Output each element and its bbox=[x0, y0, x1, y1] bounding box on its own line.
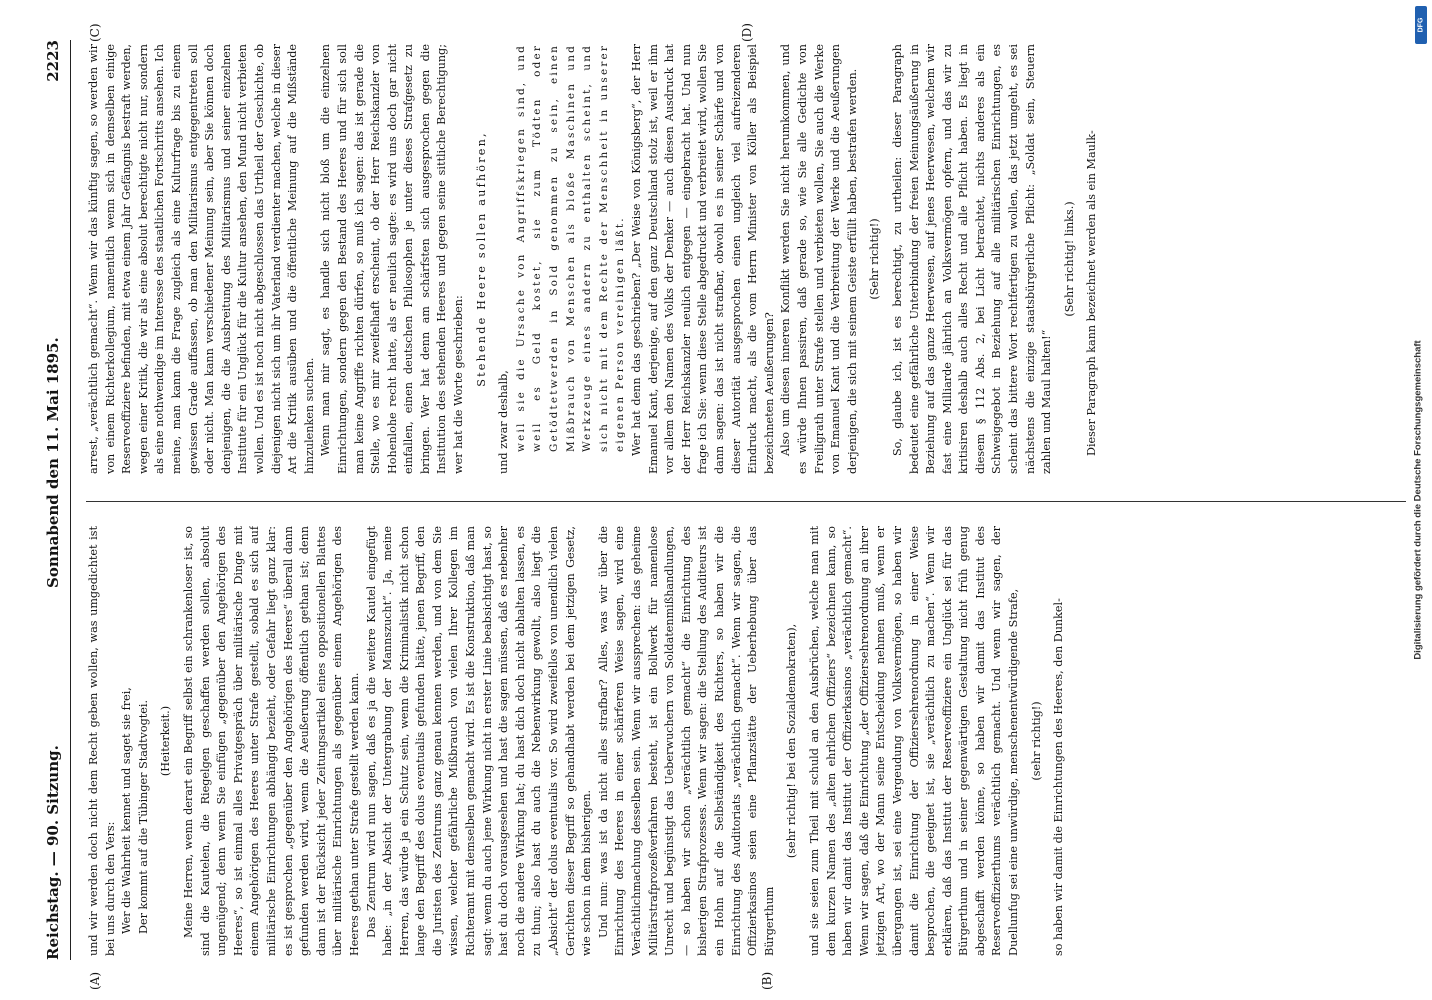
header-session: Reichstag. — 90. Sitzung. bbox=[44, 745, 62, 960]
paragraph: Meine Herren, wenn derart ein Begriff selbst ein schrankenloser ist, so sind die Kautelen, die Riegelgen geschaffen werden sollen, absolut ungenügend; denn wenn Sie einfügen „gegenüber den Angehörigen des Heeres“, so ist einmal alles Privatgespräch über militärische Dinge mit einem Angehörigen des Heeres unter Strafe gestellt, sobald es sich auf militärische Einrichtungen abhängig bezieht, oder Gefahr liegt ganz klar: es ist gesprochen „gegenüber den Angehörigen des Heeres“ überall dann gefunden werden wird, wenn die Aeußerung öffentlich gethan ist; denn dann ist der Rücksicht jeder Zeitungsartikel eines oppositionellen Blattes über militärische Einrichtungen als gegenüber einem Angehörigen des Heeres gethan unter Strafe gestellt werden kann. bbox=[181, 526, 361, 956]
quoted-line: Stehende Heere sollen aufhören, bbox=[474, 131, 488, 387]
header-date: Sonnabend den 11. Mai 1895. bbox=[44, 337, 62, 588]
paragraph: Das Zentrum wird nun sagen, daß es ja die weitere Kautel eingefügt habe: „in der Absicht der Untergrabung der Mannszucht“. Ja, meine Herren, das würde ja ein Schutz sein, wenn die Kriminalistik nicht schon lange den Begriff des dolus eventualis gefunden hätte, jenen Begriff, den die Juristen des Zentrums ganz genau kennen werden, und von dem Sie wissen, welcher gefährliche Mißbrauch von vielen Ihrer Kollegen im Richteramt mit demselben gemacht wird. Es ist die Konstruktion, daß man sagt: wenn du auch jene Wirkung nicht in erster Linie beabsichtigt hast, so hast du doch vorausgesehen und hast die sagen müssen, daß es nebenher noch die andere Wirkung hat; du hast dich doch nicht abhalten lassen, es zu thun; also hast du auch die Nebenwirkung gewollt, also liegt die „Absicht“ der dolus eventualis vor. So wird zweifellos von unendlich vielen Gerichten dieser Begriff so gehandhabt werden bei dem jetzigen Gesetz, wie schon in dem bisherigen. bbox=[364, 526, 594, 956]
right-column bbox=[86, 44, 1406, 474]
stamp-text: Digitalisierung gefördert durch die Deutsche Forschungsgemeinschaft bbox=[1412, 340, 1424, 660]
kant-quote: weil sie die Ursache von Angriffskriegen sind, und weil es Geld kostet, sie zum Tödten oder Getödtetwerden in Sold genommen zu sein, einen Mißbrauch von Menschen als bloße Maschinen und Werkzeuge eines andern zu enthalten scheint, und sich nicht mit dem Rechte der Menschheit in unserer eigenen Person vereinigen läßt. bbox=[514, 44, 627, 452]
paragraph: und wir werden doch nicht dem Recht geben wollen, was umgedichtet ist bei uns durch den Vers: bbox=[87, 526, 117, 956]
paragraph: so haben wir damit die Einrichtungen des Heeres, den Dunkel- bbox=[1052, 598, 1066, 956]
reaction: (Sehr richtig!) bbox=[868, 218, 882, 300]
column-divider bbox=[86, 501, 1406, 502]
paragraph: Wenn man mir sagt, es handle sich nicht bloß um die einzelnen Einrichtungen, sondern gegen den Bestand des Heeres und für sich soll man keine Angriffe richten dürfen, so muß ich sagen: das ist gerade die Stelle, wo es mir zweifelhaft erscheint, ob der Herr Reichskanzler von Hohenlohe recht hatte, als er neulich sagte: es wird uns doch gar nicht einfallen, einen deutschen Philosophen je unter dieses Strafgesetz zu bringen. Wer hat denn am schärfsten sich ausgesprochen gegen die Institution des stehenden Heeres und gegen seine sittliche Berechtigung; wer hat die Worte geschrieben: bbox=[319, 44, 466, 474]
verse-line: Wer die Wahrheit kennet und saget sie frei, bbox=[120, 687, 134, 934]
paragraph: und zwar deshalb, bbox=[497, 370, 511, 474]
marker-c: (C) bbox=[88, 23, 102, 42]
dfg-logo-text: DFG bbox=[1417, 17, 1425, 33]
dfg-logo bbox=[1415, 6, 1427, 44]
paragraph: Also um diesen inneren Konflikt werden Sie nicht herumkommen, und es würde Ihnen passiren, daß gerade so, wie Sie alle Gedichte von Freiligrath unter Strafe stellen und verbieten wollen, Sie auch die Werke von Emanuel Kant und die Verbreitung der Werke und die Aeußerungen derjenigen, die sich mit seinem Geiste erfüllt haben, bestrafen werden. bbox=[779, 44, 859, 474]
page-header bbox=[44, 40, 66, 960]
paragraph: Wer hat denn das geschrieben? „Der Weise von Königsberg“, der Herr Emanuel Kant, derjenige, auf den ganz Deutschland stolz ist, weil er ihm vor allem den Namen des Volks der Denker — auch diesen Ausdruck hat der Herr Reichskanzler neulich entgegen — eingebracht hat. Und nun frage ich Sie: wenn diese Stelle abgedruckt und verbreitet wird, wollen Sie dann sagen: das ist nicht strafbar, obwohl es in seiner Schärfe und von dieser Autorität ausgesprochen einen ungleich viel aufreizenderen Eindruck macht, als die vom Herrn Minister von Köller als Beispiel bezeichneten Aeußerungen? bbox=[630, 44, 776, 474]
digitization-stamp bbox=[1406, 6, 1430, 994]
reaction: (sehr richtig!) bbox=[1029, 701, 1043, 781]
paragraph: So, glaube ich, ist es berechtigt, zu urtheilen: dieser Paragraph bedeutet eine gefährliche Unterbindung der freien Meinungsäußerung in Beziehung auf das ganze Heerwesen, auf jenes Heerwesen, welchem wir fast eine Milliarde jährlich an Volksvermögen opfern, und das wir zu kritisiren deshalb auch alles Recht und alle Pflicht haben. Es liegt in diesem § 112 Abs. 2, bei Licht betrachtet, nichts anderes als ein Schweigegebot in Beziehung auf alle militärischen Einrichtungen, es scheint das bittere Wort rechtfertigen zu wollen, das jetzt umgeht, es sei nächstens die einzige staatsbürgerliche Pflicht: „Soldat sein, Steuern zahlen und Maul halten!“ bbox=[890, 44, 1054, 474]
marker-b: (B) bbox=[760, 971, 774, 990]
reaction: (Heiterkeit.) bbox=[159, 705, 173, 777]
header-rule bbox=[70, 40, 71, 960]
marker-d: (D) bbox=[740, 23, 754, 42]
paragraph: Dieser Paragraph kann bezeichnet werden als ein Maulk- bbox=[1085, 130, 1099, 456]
verse-line: Der kommt auf die Tübinger Stadtvogtei. bbox=[136, 699, 150, 934]
reaction: (Sehr richtig! links.) bbox=[1062, 201, 1076, 317]
reaction: (sehr richtig! bei den Sozialdemokraten), bbox=[785, 623, 799, 859]
paragraph: Und nun: was ist da nicht alles strafbar? Alles, was wir über die Einrichtung des Heeres in einer schärferen Weise sagen, wird eine Verächtlichmachung desselben sein. Wenn wir aussprechen: das geheime Militärstrafprozeßverfahren besteht, ist ein Bollwerk für namenlose Unrecht und begünstigt das Ueberwuchern von Soldatenmißhandlungen, — so haben wir schon „verächtlich gemacht“ die Einrichtung des bisherigen Strafprozesses. Wenn wir sagen: die Stellung des Auditeurs ist ein Hohn auf die Selbständigkeit des Richters, so haben wir die Einrichtung des Auditoriats „verächtlich gemacht“. Wenn wir sagen, die Offizierkasinos seien eine Pflanzstätte der Ueberhebung über das Bürgerthum bbox=[596, 526, 776, 956]
paragraph: arrest, „verächtlich gemacht“. Wenn wir das künftig sagen, so werden wir von einem Richterkollegium, namentlich wenn sich in demselben einige Reserveoffiziere befinden, mit etwa einem Jahr Gefängnis bestraft werden, wegen einer Kritik, die wir als eine absolut berechtigte nicht nur, sondern als eine nothwendige im Interesse des staatlichen Fortschritts ansehen. Ich meine, man kann die Frage zugleich als eine Kulturfrage bis zu einem gewissen Grade auffassen, ob man den Militarismus entgegentreten soll oder nicht. Man kann verschiedener Meinung sein, aber Sie können doch denjenigen, die die Ausbreitung des Militarismus und seiner einzelnen Institute für ein Unglück für die Kultur ansehen, den Mund nicht verbieten wollen. Und es ist noch nicht abgeschlossen das Urtheil der Geschichte, ob diejenigen nicht sich um ihr Vaterland verdienter machen, welche in dieser Art die Kritik ausüben und die öffentliche Meinung auf die Mißstände hinzulenken suchen. bbox=[87, 44, 316, 474]
page-number: 2223 bbox=[44, 40, 62, 82]
paragraph: und sie seien zum Theil mit schuld an den Ausbrüchen, welche man mit dem kurzen Namen des „alten ehrlichen Offiziers“ bezeichnen kann, so haben wir damit das Institut der Offizierkasinos „verächtlich gemacht“. Wenn wir sagen, daß die Einrichtung „der Offiziersehrenordnung an ihrer jetzigen Art, wo der Mann seine Entscheidung nehmen muß, wenn er übergangen ist, sei eine Vergeudung von Volksvermögen, so haben wir damit die Einrichtung der Offiziersehrenordnung in einer Weise besprochen, die geeignet ist, sie „verächtlich zu machen“. Wenn wir erklären, daß das Institut der Reserveoffiziere ein Unglück sei für das Bürgerthum und in seiner gegenwärtigen Gestaltung nicht früh genug abgeschafft werden könne, so haben wir damit das Institut des Reserveoffizierthums verächtlich gemacht. Und wenn wir sagen, der Duellunfug sei eine unwürdige, menschenentwürdigende Strafe, bbox=[807, 526, 1021, 956]
left-column bbox=[86, 526, 1406, 956]
marker-a: (A) bbox=[88, 971, 102, 990]
